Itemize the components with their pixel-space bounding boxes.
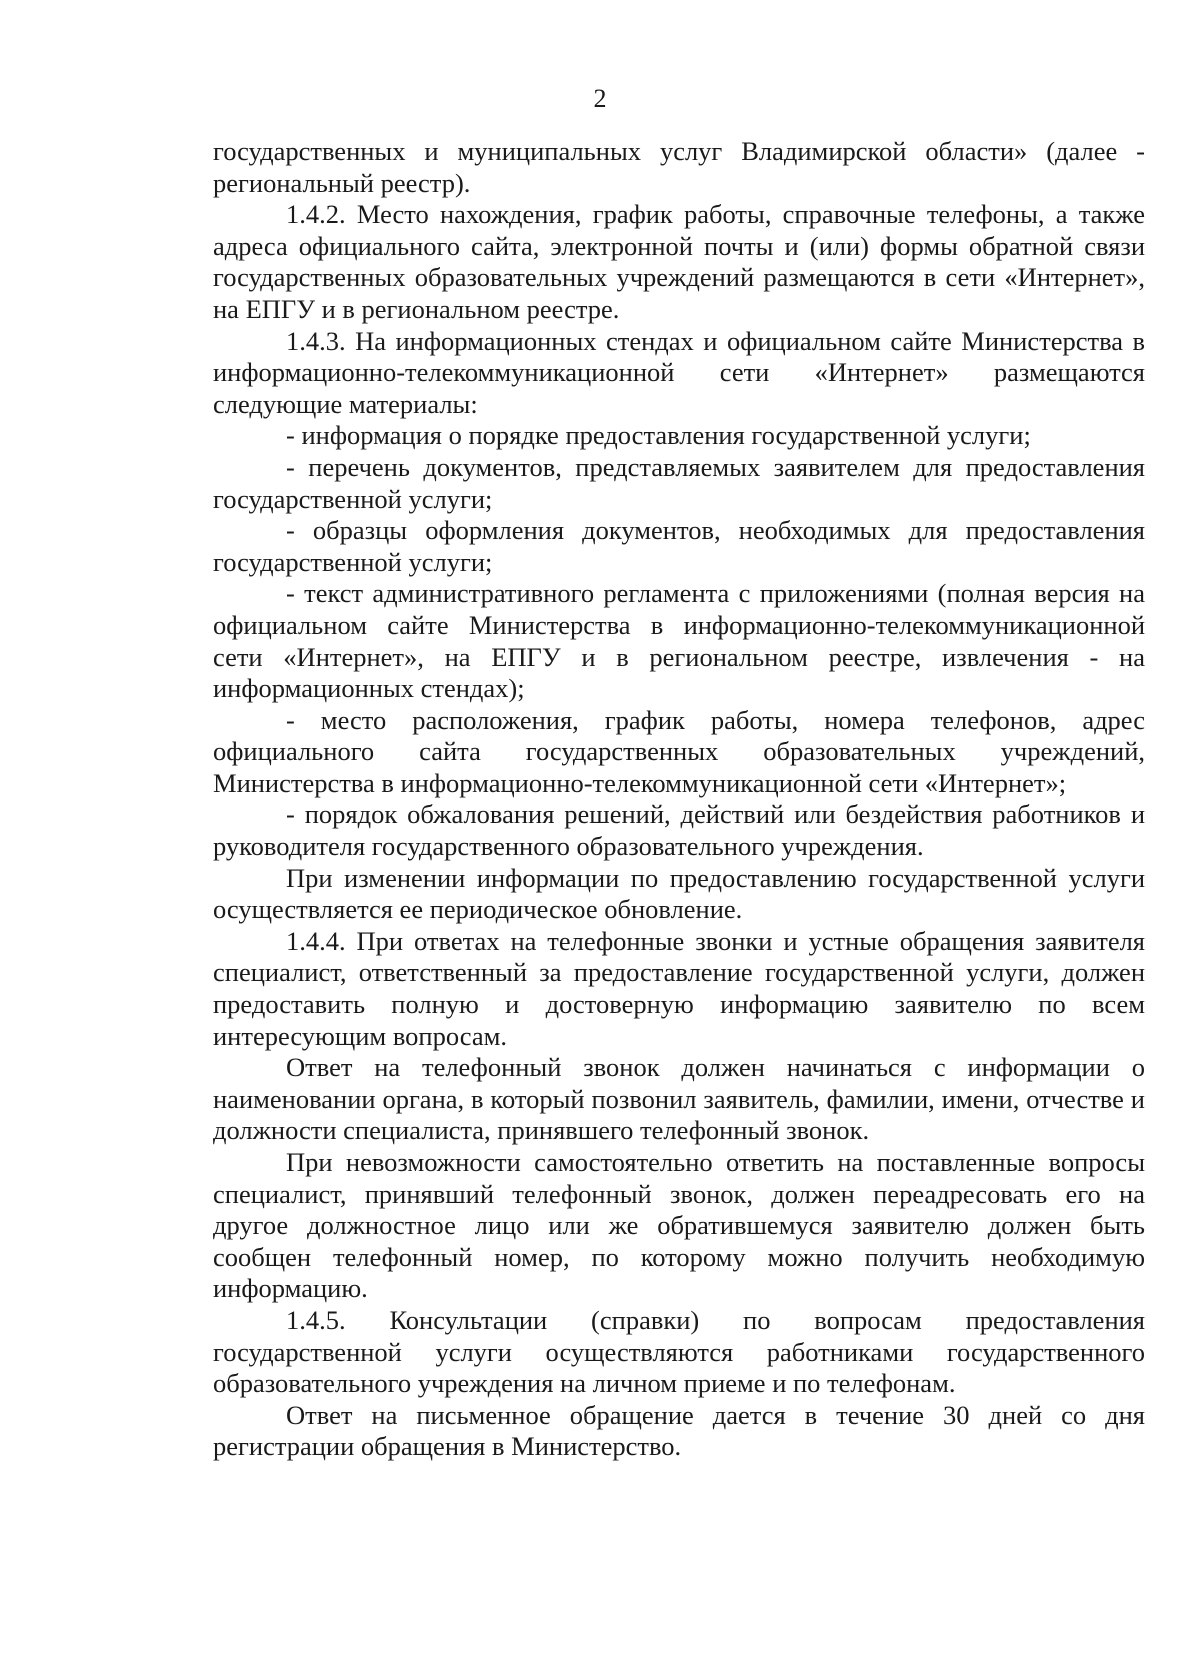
page-number: 2	[593, 84, 607, 113]
paragraph-written-reply: Ответ на письменное обращение дается в течение 30 дней со дня регистрации обращения в Министерство.	[213, 1399, 1145, 1462]
paragraph-1-4-3: 1.4.3. На информационных стендах и официальном сайте Министерства в информационно-телекоммуникационной сети «Интернет» размещаются следующие материалы:	[213, 325, 1145, 419]
list-item-appeal-procedure: - порядок обжалования решений, действий или бездействия работников и руководителя государственного образовательного учреждения.	[213, 799, 1145, 862]
paragraph-continuation: государственных и муниципальных услуг Владимирской области» (далее - региональный реестр).	[213, 136, 1145, 198]
paragraph-1-4-2: 1.4.2. Место нахождения, график работы, справочные телефоны, а также адреса официального сайта, электронной почты и (или) формы обратной связи государственных образовательных учреждений размещаются в сети «Интернет», на ЕПГУ и в региональном реестре.	[213, 199, 1145, 324]
paragraph-redirect-call: При невозможности самостоятельно ответить на поставленные вопросы специалист, принявший телефонный звонок, должен переадресовать его на другое должностное лицо или же обратившемуся заявителю должен быть сообщен телефонный номер, по которому можно получить необходимую информацию.	[213, 1147, 1145, 1304]
list-item-regulation-text: - текст административного регламента с приложениями (полная версия на официальном сайте Министерства в информационно-телекоммуникационной сети «Интернет», на ЕПГУ и в региональном реестре, извлечения - на информационных стендах);	[213, 578, 1145, 704]
list-item-procedure-info: - информация о порядке предоставления государственной услуги;	[286, 420, 1031, 451]
paragraph-phone-answer: Ответ на телефонный звонок должен начинаться с информации о наименовании органа, в который позвонил заявитель, фамилии, имени, отчестве и должности специалиста, принявшего телефонный звонок.	[213, 1052, 1145, 1146]
paragraph-1-4-5: 1.4.5. Консультации (справки) по вопросам предоставления государственной услуги осуществляются работниками государственного образовательного учреждения на личном приеме и по телефонам.	[213, 1304, 1145, 1399]
list-item-document-samples: - образцы оформления документов, необходимых для предоставления государственной услуги;	[213, 515, 1145, 577]
list-item-location-schedule: - место расположения, график работы, номера телефонов, адрес официального сайта государственных образовательных учреждений, Министерства в информационно-телекоммуникационной сети «Интернет»;	[213, 704, 1145, 798]
paragraph-info-update: При изменении информации по предоставлению государственной услуги осуществляется ее периодическое обновление.	[213, 862, 1145, 925]
document-body	[213, 136, 1145, 1463]
paragraph-1-4-4: 1.4.4. При ответах на телефонные звонки и устные обращения заявителя специалист, ответственный за предоставление государственной услуги, должен предоставить полную и достоверную информацию заявителю по всем интересующим вопросам.	[213, 925, 1145, 1051]
list-item-documents-list: - перечень документов, представляемых заявителем для предоставления государственной услуги;	[213, 451, 1145, 514]
